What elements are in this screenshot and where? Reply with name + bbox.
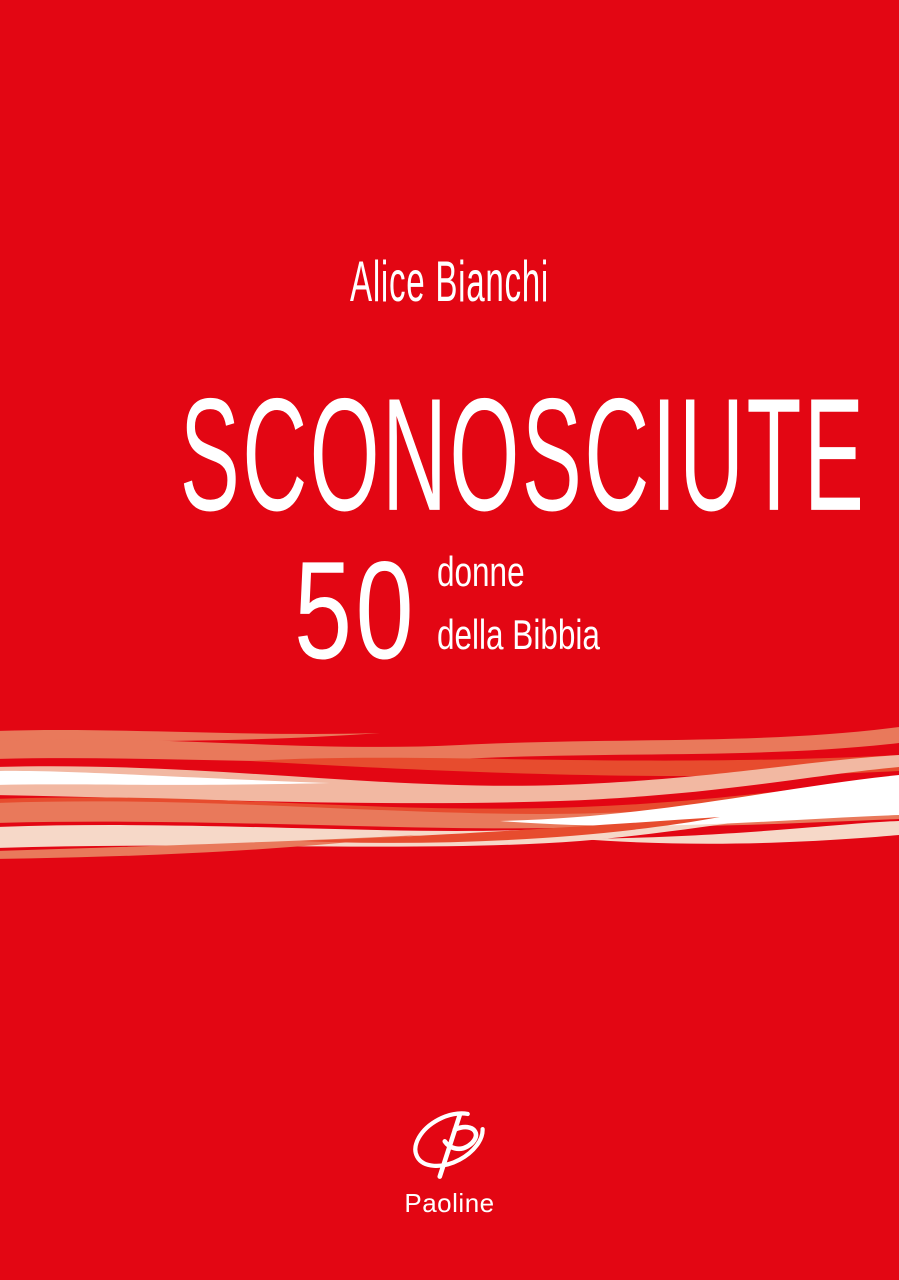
wave-ribbons-decoration — [0, 715, 899, 865]
publisher-logo — [407, 1101, 491, 1185]
wave-ribbons-icon — [0, 715, 899, 865]
subtitle-line-2: della Bibbia — [437, 611, 600, 658]
book-title: SCONOSCIUTE — [179, 364, 867, 545]
subtitle-count: 50 — [294, 532, 418, 689]
publisher-name: Paoline — [404, 1188, 495, 1218]
author-name: Alice Bianchi — [350, 248, 549, 314]
subtitle-line-1: donne — [437, 548, 525, 595]
subtitle-lines — [437, 540, 600, 666]
paoline-cp-monogram-icon — [407, 1101, 491, 1185]
